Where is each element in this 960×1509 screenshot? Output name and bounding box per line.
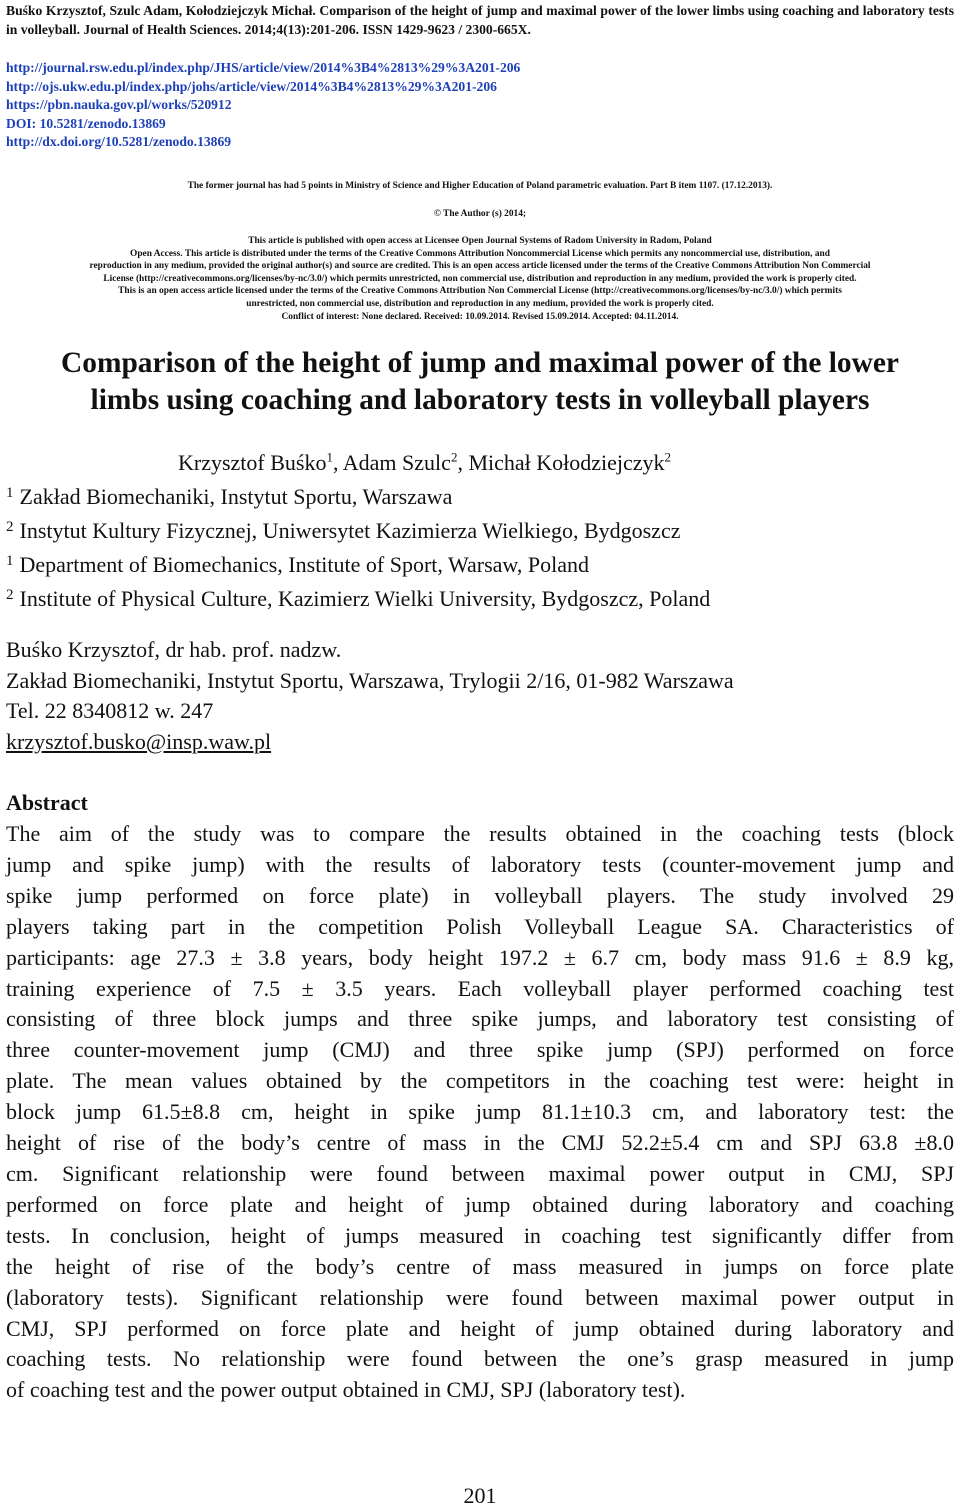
affiliation-text: Department of Biomechanics, Institute of Sport, Warsaw, Poland: [19, 552, 589, 577]
license-line: This is an open access article licensed under the terms of the Creative Commons Attribution Non Commercial License (http://creativecommons.org/licenses/by-nc/3.0/) which permits: [118, 286, 842, 297]
conflict-line: Conflict of interest: None declared. Received: 10.09.2014. Revised 15.09.2014. Accepted: 04.11.2014.: [281, 311, 679, 322]
license-block: [6, 235, 954, 323]
abstract-line: spike jump performed on force plate) in volleyball players. The study involved 29: [6, 882, 954, 908]
affiliation-text: Zakład Biomechaniki, Instytut Sportu, Warszawa: [19, 484, 453, 509]
doi-text[interactable]: DOI: 10.5281/zenodo.13869: [6, 115, 166, 131]
author-name: Michał Kołodziejczyk: [468, 450, 665, 475]
author-name: Adam Szulc: [342, 450, 451, 475]
contact-address: Zakład Biomechaniki, Instytut Sportu, Warszawa, Trylogii 2/16, 01-982 Warszawa: [6, 667, 734, 693]
license-line: Open Access. This article is distributed under the terms of the Creative Commons Attribution Noncommercial License which permits any noncommercial use, distribution, and: [130, 248, 830, 259]
abstract-line: players taking part in the competition Polish Volleyball League SA. Characteristics of: [6, 913, 954, 939]
abstract-line: The aim of the study was to compare the results obtained in the coaching tests (block: [6, 821, 954, 846]
affiliation-num: 1: [6, 553, 14, 569]
author-name: Krzysztof Buśko: [178, 450, 327, 475]
abstract-line: jump and spike jump) with the results of laboratory tests (counter-movement jump and: [6, 851, 954, 877]
abstract-line: (laboratory tests). Significant relationship were found between maximal power output in: [6, 1284, 954, 1310]
abstract-line: performed on force plate and height of jump obtained during laboratory and coaching: [6, 1191, 954, 1217]
ojs-link[interactable]: http://ojs.ukw.edu.pl/index.php/johs/article/view/2014%3B4%2813%29%3A201-206: [6, 78, 497, 94]
affiliation-num: 2: [6, 519, 14, 535]
ministry-note: The former journal has had 5 points in Ministry of Science and Higher Education of Poland parametric evaluation. Part B item 1107. (17.12.2013).: [187, 181, 773, 191]
citation-block: Buśko Krzysztof, Szulc Adam, Kołodziejczyk Michał. Comparison of the height of jump and maximal power of the lower limbs using coaching and laboratory tests in volleyball. Journal of Health Sciences. 2014;4(13):201-206. ISSN 1429-9623 / 2300-665X.: [6, 3, 954, 37]
abstract-heading: Abstract: [6, 790, 88, 815]
abstract-line: tests. In conclusion, height of jumps measured in coaching test significantly differ from: [6, 1222, 954, 1248]
abstract-line: participants: age 27.3 ± 3.8 years, body height 197.2 ± 6.7 cm, body mass 91.6 ± 8.9 kg,: [6, 944, 954, 970]
doi-link[interactable]: http://dx.doi.org/10.5281/zenodo.13869: [6, 134, 232, 150]
author-sup: 2: [664, 449, 672, 465]
author-sup: 2: [450, 449, 458, 465]
affiliation-item: [6, 580, 710, 614]
abstract-line: height of rise of the body’s centre of mass in the CMJ 52.2±5.4 cm and SPJ 63.8 ±8.0: [6, 1130, 954, 1156]
author-list: Krzysztof Buśko$^1$, Adam Szulc$^2$, Michał Kołodziejczyk$^2$: [178, 449, 672, 475]
license-line: unrestricted, non commercial use, distribution and reproduction in any medium, provided the work is properly cited.: [246, 298, 714, 309]
abstract-line: block jump 61.5±8.8 cm, height in spike jump 81.1±10.3 cm, and laboratory test: the: [6, 1099, 954, 1125]
abstract-line: coaching tests. No relationship were found between the one’s grasp measured in jump: [6, 1346, 954, 1372]
contact-block: [6, 635, 734, 757]
title-line: limbs using coaching and laboratory tests in volleyball players: [90, 384, 870, 416]
pbn-link[interactable]: https://pbn.nauka.gov.pl/works/520912: [6, 97, 232, 113]
journal-link[interactable]: http://journal.rsw.edu.pl/index.php/JHS/article/view/2014%3B4%2813%29%3A201-206: [6, 60, 521, 75]
contact-tel: Tel. 22 8340812 w. 247: [6, 698, 214, 723]
abstract-line: consisting of three block jumps and three spike jumps, and laboratory test consisting of: [6, 1006, 954, 1032]
abstract-line: cm. Significant relationship were found between maximal power output in CMJ, SPJ: [6, 1160, 954, 1186]
abstract-body: [6, 819, 954, 1406]
link-list: [6, 59, 706, 152]
author-sup: 1: [326, 449, 333, 465]
affiliation-item: [6, 478, 710, 512]
license-line: This article is published with open access at Licensee Open Journal Systems of Radom University in Radom, Poland: [248, 236, 712, 246]
abstract-line: three counter-movement jump (CMJ) and three spike jump (SPJ) performed on force: [6, 1037, 954, 1063]
abstract-line: training experience of 7.5 ± 3.5 years. Each volleyball player performed coaching test: [6, 975, 954, 1001]
contact-name: Buśko Krzysztof, dr hab. prof. nadzw.: [6, 637, 342, 662]
abstract-line: plate. The mean values obtained by the competitors in the coaching test were: height in: [6, 1068, 954, 1094]
affiliation-item: [6, 512, 710, 546]
contact-email-link[interactable]: krzysztof.busko@insp.waw.pl: [6, 728, 272, 754]
affiliation-text: Instytut Kultury Fizycznej, Uniwersytet Kazimierza Wielkiego, Bydgoszcz: [19, 518, 681, 543]
affiliation-list: [6, 478, 710, 614]
abstract-line: CMJ, SPJ performed on force plate and height of jump obtained during laboratory and: [6, 1315, 954, 1341]
license-line: License (http://creativecommons.org/licenses/by-nc/3.0/) which permits unrestricted, non commercial use, distribution and reproduction in any medium, provided the work is properly cited.: [103, 273, 857, 284]
copyright-line: © The Author (s) 2014;: [433, 209, 527, 219]
affiliation-item: [6, 546, 710, 580]
affiliation-num: 1: [6, 485, 14, 501]
abstract-line: the height of rise of the body’s centre of mass measured in jumps on force plate: [6, 1253, 954, 1279]
title-line: Comparison of the height of jump and maximal power of the lower: [61, 347, 899, 379]
paper-title: [0, 345, 960, 419]
abstract-line: of coaching test and the power output obtained in CMJ, SPJ (laboratory test).: [6, 1377, 686, 1403]
affiliation-num: 2: [6, 587, 14, 603]
affiliation-text: Institute of Physical Culture, Kazimierz Wielki University, Bydgoszcz, Poland: [19, 586, 711, 611]
page-number: 201: [463, 1483, 497, 1508]
license-line: reproduction in any medium, provided the original author(s) and source are credited. This is an open access article licensed under the terms of the Creative Commons Attribution Non Commercial: [89, 261, 871, 272]
